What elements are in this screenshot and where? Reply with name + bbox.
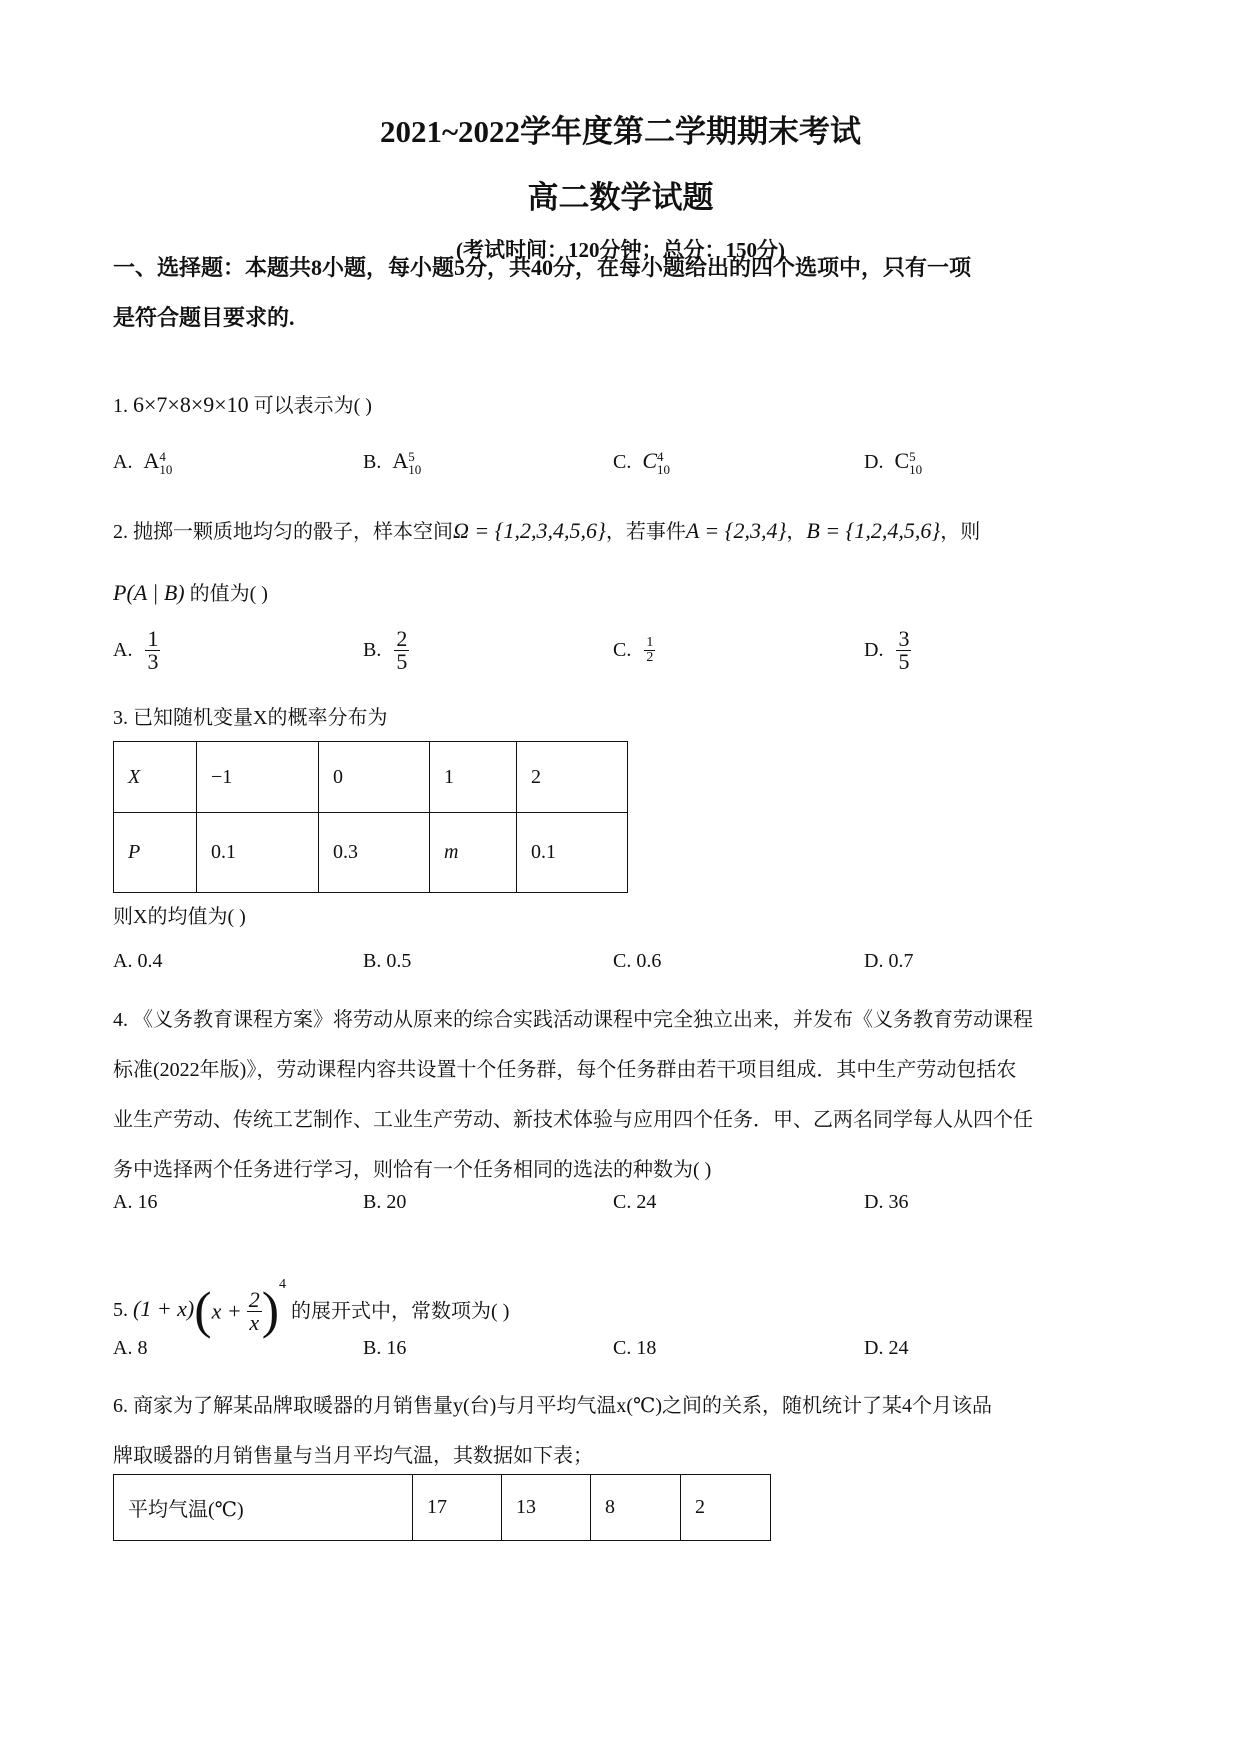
q3-table-row-p: P 0.1 0.3 m 0.1 (114, 813, 628, 893)
question-5: 5. (1 + x)(x + $\frac{2}{x}$ )$^4$ 的展开式中，常数项为( ) (113, 1277, 510, 1340)
section-heading (113, 243, 1143, 343)
q3-question-text: 则X的均值为( ) (113, 906, 246, 928)
question-3: 3. 已知随机变量X的概率分布为 (113, 707, 388, 729)
q3-option-c[interactable]: C. 0.6 (613, 950, 662, 972)
q2-option-b[interactable]: B. $\frac{2}{5}$ (363, 626, 408, 674)
q5-fraction: $\frac{2}{x}$ (248, 1286, 260, 1335)
q2-conditional-prob: P(A | B) (113, 580, 185, 605)
q3-table-row-x: X −1 0 1 2 (114, 742, 628, 813)
q5-option-a[interactable]: A. 8 (113, 1337, 148, 1359)
question-1 (113, 390, 1143, 421)
q2-option-a[interactable]: A. $\frac{1}{3}$ (113, 626, 159, 674)
q3-option-d[interactable]: D. 0.7 (864, 950, 914, 972)
q6-data-table (113, 1474, 771, 1541)
question-6: 6. 商家为了解某品牌取暖器的月销售量y(台)与月平均气温x(℃)之间的关系，随机统计了某4个月该品 牌取暖器的月销售量与当月平均气温，其数据如下表； (113, 1395, 993, 1467)
section-heading-line2: 是符合题目要求的. (113, 305, 295, 330)
q2-option-d[interactable]: D. $\frac{3}{5}$ (864, 626, 910, 674)
q2-option-c[interactable]: C. $\frac{1}{2}$ (613, 635, 654, 665)
q5-power: 4 (279, 1277, 287, 1292)
section-heading-line1: 一、选择题：本题共8小题，每小题5分，共40分，在每小题给出的四个选项中，只有一项 (113, 255, 972, 280)
q5-option-b[interactable]: B. 16 (363, 1337, 407, 1359)
q3-option-a[interactable]: A. 0.4 (113, 950, 163, 972)
q3-distribution-table (113, 741, 628, 893)
q2-event-b: B = {1,2,4,5,6} (806, 518, 941, 543)
q4-option-d[interactable]: D. 36 (864, 1191, 909, 1213)
question-2-line2: P(A | B) 的值为( ) (113, 580, 268, 605)
q1-number: 1. (113, 395, 128, 417)
question-4: 4. 《义务教育课程方案》将劳动从原来的综合实践活动课程中完全独立出来，并发布《义务教育劳动课程 标准(2022年版)》，劳动课程内容共设置十个任务群，每个任务群由若干项目组成．其中生产劳动包括农 业生产劳动、传统工艺制作、工业生产劳动、新技术体验与应用四个任务．甲、乙两名同学每人从四个任 务中选择两个任务进行学习，则恰有一个任务相同的选法的种数为( ) (113, 1009, 1033, 1181)
q2-sample-space: Ω = {1,2,3,4,5,6} (453, 518, 606, 543)
q5-factor: (1 + x) (133, 1296, 195, 1321)
q4-option-a[interactable]: A. 16 (113, 1191, 158, 1213)
q1-option-b[interactable]: B. A 5 10 (363, 448, 422, 478)
q5-option-c[interactable]: C. 18 (613, 1337, 657, 1359)
q1-text: 可以表示为( ) (253, 395, 372, 417)
exam-subtitle: 高二数学试题 (527, 180, 714, 215)
q1-option-a[interactable]: A. A 4 10 (113, 448, 173, 478)
exam-title: 2021~2022学年度第二学期期末考试 (379, 114, 862, 149)
question-2: 2. 抛掷一颗质地均匀的骰子，样本空间Ω = {1,2,3,4,5,6}，若事件A = {2,3,4}，B = {1,2,4,5,6}，则 (113, 518, 981, 543)
q4-option-c[interactable]: C. 24 (613, 1191, 657, 1213)
exam-info: (考试时间：120分钟；总分：150分) (456, 238, 785, 262)
q6-table-row-temperature: 平均气温(℃) 17 13 8 2 (114, 1475, 771, 1541)
q4-option-b[interactable]: B. 20 (363, 1191, 407, 1213)
q5-option-d[interactable]: D. 24 (864, 1337, 909, 1359)
q1-expression: 6×7×8×9×10 (133, 392, 249, 417)
q2-event-a: A = {2,3,4} (685, 518, 787, 543)
q1-option-c[interactable]: C. C 4 10 (613, 448, 671, 478)
q1-option-d[interactable]: D. C 5 10 (864, 448, 923, 478)
q3-option-b[interactable]: B. 0.5 (363, 950, 412, 972)
